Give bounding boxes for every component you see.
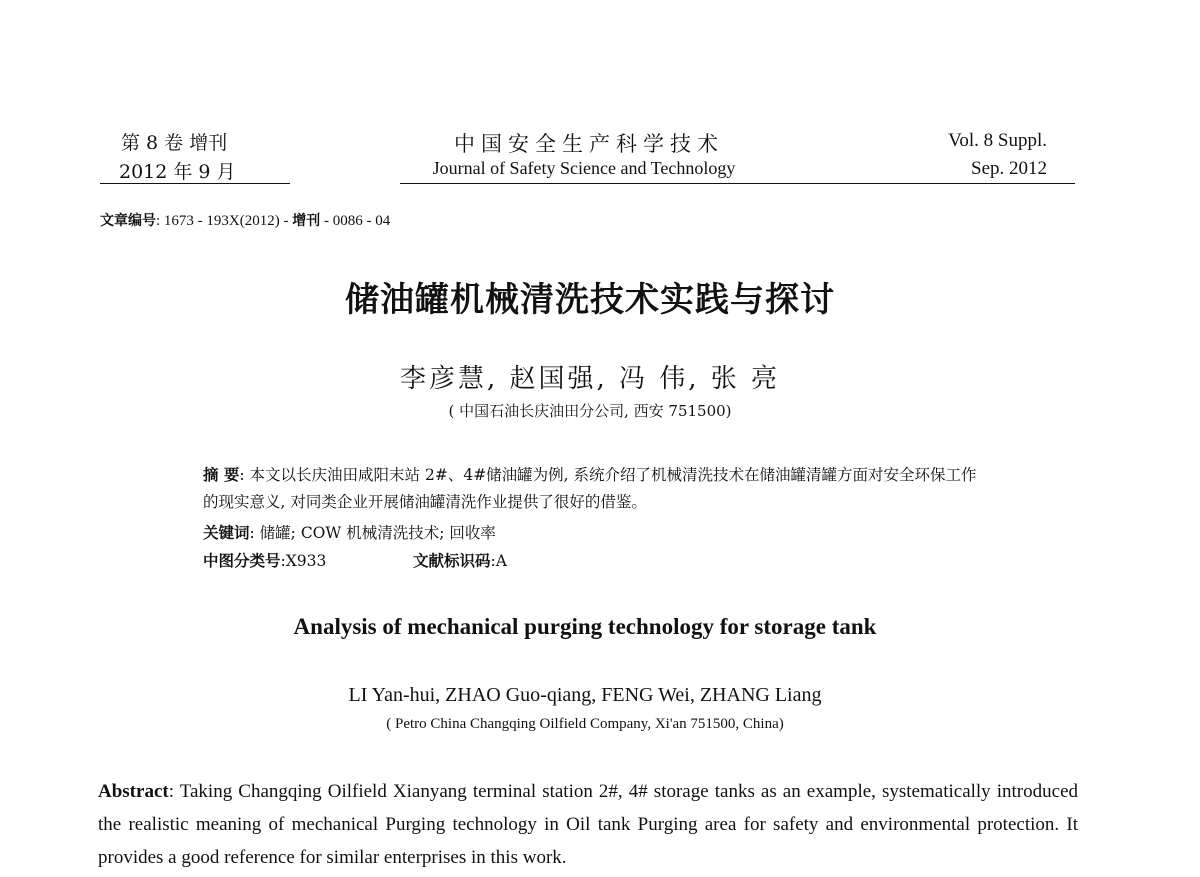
date-en: Sep. 2012 bbox=[971, 158, 1047, 179]
keywords-cn-label: 关键词 bbox=[203, 524, 250, 542]
abstract-en-label: Abstract bbox=[98, 781, 169, 802]
article-number-label: 文章编号 bbox=[100, 213, 156, 229]
journal-title-en: Journal of Safety Science and Technology bbox=[432, 158, 736, 178]
article-number-tail: - 0086 - 04 bbox=[320, 213, 391, 229]
header-rule-right bbox=[400, 183, 1075, 184]
abstract-cn-text: : 本文以长庆油田咸阳末站 2#、4#储油罐为例, 系统介绍了机械清洗技术在储油罐清罐方面对安全环保工作的现实意义, 对同类企业开展储油罐清洗作业提供了很好的借鉴。 bbox=[203, 466, 977, 511]
authors-en: LI Yan-hui, ZHAO Guo-qiang, FENG Wei, ZHANG Liang bbox=[348, 684, 822, 706]
document-code-value: :A bbox=[490, 552, 507, 570]
affiliation-en: ( Petro China Changqing Oilfield Company, Xi'an 751500, China) bbox=[386, 716, 784, 732]
volume-en: Vol. 8 Suppl. bbox=[948, 130, 1047, 151]
abstract-en bbox=[98, 775, 1078, 874]
authors-cn: 李彦慧, 赵国强, 冯 伟, 张 亮 bbox=[399, 364, 781, 394]
affiliation-cn: ( 中国石油长庆油田分公司, 西安 751500) bbox=[448, 402, 732, 420]
classification-number bbox=[203, 549, 326, 571]
header-rule-left bbox=[100, 183, 290, 184]
article-number-supp: 增刊 bbox=[292, 213, 321, 229]
classification-label: 中图分类号 bbox=[203, 552, 281, 570]
date-cn: 2012 年 9 月 bbox=[119, 161, 236, 183]
document-code-label: 文献标识码 bbox=[413, 551, 491, 570]
document-code bbox=[413, 549, 507, 571]
article-number bbox=[100, 210, 390, 230]
keywords-cn bbox=[203, 521, 496, 543]
article-number-value: : 1673 - 193X(2012) - bbox=[156, 213, 293, 229]
abstract-cn bbox=[203, 462, 983, 516]
abstract-cn-label: 摘 要 bbox=[203, 466, 240, 484]
classification-value: :X933 bbox=[280, 552, 327, 570]
abstract-en-text: : Taking Changqing Oilfield Xianyang terminal station 2#, 4# storage tanks as an example, systematically introduced the realistic meaning of mechanical Purging technology in Oil tank Purging area for safety and environmental protection. It provides a good reference for similar enterprises in this work. bbox=[98, 781, 1078, 868]
keywords-cn-text: : 储罐; COW 机械清洗技术; 回收率 bbox=[249, 524, 496, 542]
volume-cn: 第 8 卷 增刊 bbox=[121, 132, 228, 154]
journal-title-cn: 中国安全生产科学技术 bbox=[454, 132, 724, 156]
paper-title-en: Analysis of mechanical purging technology for storage tank bbox=[293, 614, 877, 639]
paper-title-cn: 储油罐机械清洗技术实践与探讨 bbox=[345, 280, 835, 320]
